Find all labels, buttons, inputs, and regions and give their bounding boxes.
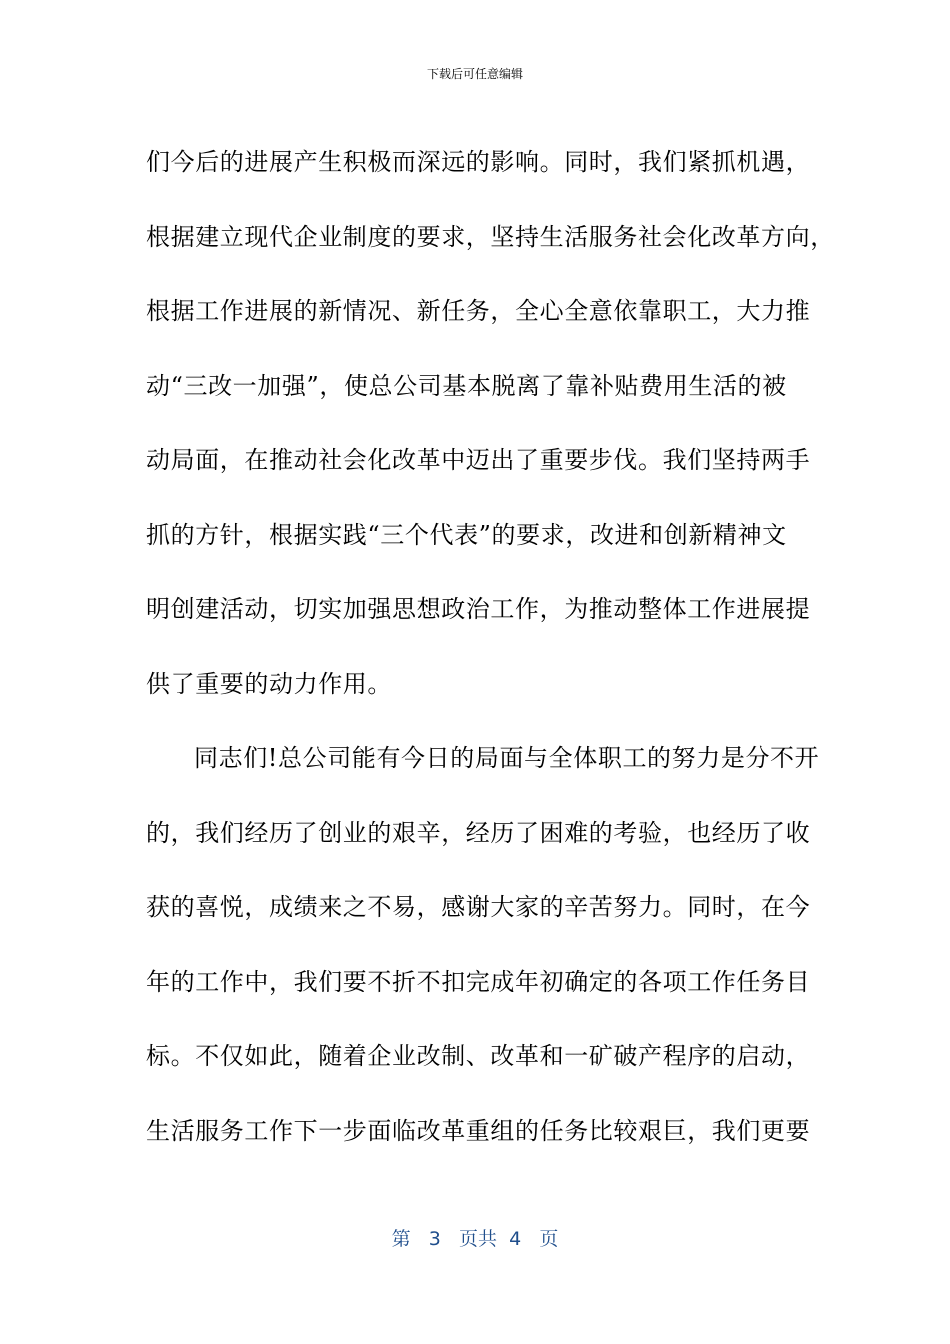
footer-label-of: 页共 xyxy=(459,1228,498,1250)
body-line: 根据工作进展的新情况、新任务，全心全意依靠职工，大力推 xyxy=(146,297,811,325)
body-line: 明创建活动，切实加强思想政治工作，为推动整体工作进展提 xyxy=(146,595,811,623)
page-footer xyxy=(0,1226,950,1252)
body-line: 抓的方针，根据实践“三个代表”的要求，改进和创新精神文 xyxy=(146,520,787,549)
body-line: 动局面，在推动社会化改革中迈出了重要步伐。我们坚持两手 xyxy=(146,446,811,474)
header-text: 下载后可任意编辑 xyxy=(426,67,523,81)
body-line: 根据建立现代企业制度的要求，坚持生活服务社会化改革方向， xyxy=(146,222,835,251)
page-header xyxy=(0,66,950,82)
body-line: 同志们!总公司能有今日的局面与全体职工的努力是分不开 xyxy=(194,744,820,772)
body-line: 们今后的进展产生积极而深远的影响。同时，我们紧抓机遇， xyxy=(146,148,811,176)
footer-label-page: 第 xyxy=(391,1228,411,1250)
body-line: 供了重要的动力作用。 xyxy=(146,669,392,698)
body-line: 动“三改一加强”，使总公司基本脱离了靠补贴费用生活的被 xyxy=(146,371,787,400)
footer-current-page: 3 xyxy=(428,1228,441,1250)
body-line: 生活服务工作下一步面临改革重组的任务比较艰巨，我们更要 xyxy=(146,1116,811,1145)
body-line: 获的喜悦，成绩来之不易，感谢大家的辛苦努力。同时，在今 xyxy=(146,893,811,921)
document-body xyxy=(146,125,835,1168)
body-line: 年的工作中，我们要不折不扣完成年初确定的各项工作任务目 xyxy=(146,967,811,996)
body-line: 标。不仅如此，随着企业改制、改革和一矿破产程序的启动， xyxy=(146,1042,811,1070)
footer-total-pages: 4 xyxy=(509,1228,522,1250)
footer-label-end: 页 xyxy=(539,1228,559,1250)
body-line: 的，我们经历了创业的艰辛，经历了困难的考验，也经历了收 xyxy=(146,818,811,847)
